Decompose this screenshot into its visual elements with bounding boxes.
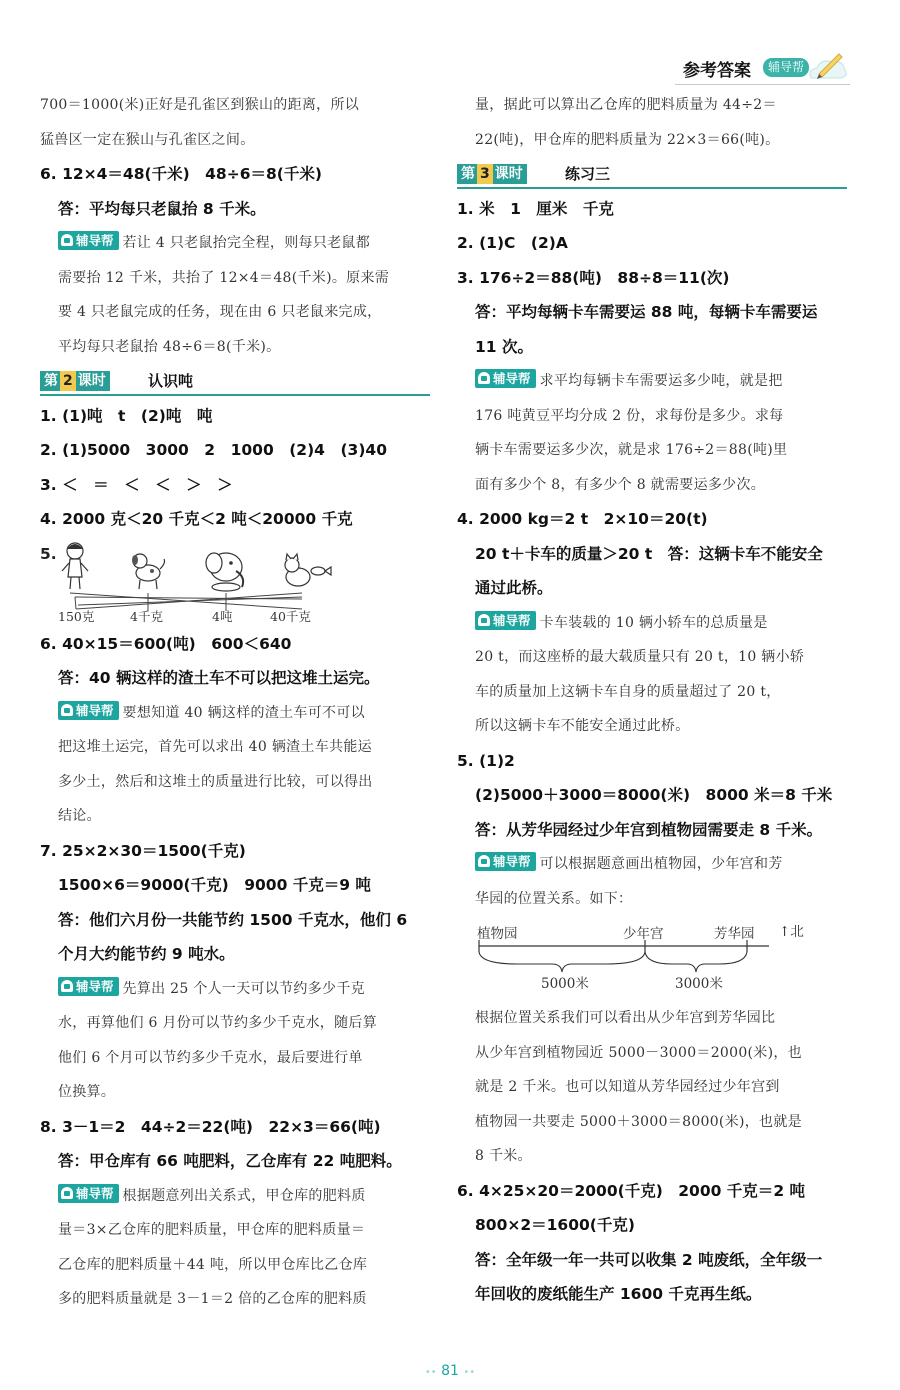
lesson-rule bbox=[40, 394, 430, 396]
help-tag: 辅导帮 bbox=[58, 231, 119, 250]
explanation-line: 辅导帮 根据题意列出关系式，甲仓库的肥料质 bbox=[40, 1179, 432, 1214]
matching-diagram bbox=[40, 537, 432, 627]
answer-line: 答：从芳华园经过少年宫到植物园需要走 8 千米。 bbox=[475, 820, 823, 839]
help-tag: 辅导帮 bbox=[58, 977, 119, 996]
book-icon bbox=[61, 234, 73, 246]
header-title: 参考答案 bbox=[683, 61, 751, 81]
help-tag: 辅导帮 bbox=[475, 852, 536, 871]
explanation-line: 176 吨黄豆平均分成 2 份，求每份是多少。求每 bbox=[475, 407, 784, 424]
lesson-heading bbox=[40, 364, 432, 399]
answer-line: 6. 40×15＝600(吨) 600＜640 bbox=[40, 634, 292, 653]
book-icon bbox=[478, 855, 490, 867]
help-tag: 辅导帮 bbox=[58, 701, 119, 720]
explanation-line: 辅导帮 若让 4 只老鼠抬完全程，则每只老鼠都 bbox=[40, 226, 432, 261]
north-marker: ↑北 bbox=[779, 924, 804, 940]
answer-line: 答：甲仓库有 66 吨肥料，乙仓库有 22 吨肥料。 bbox=[58, 1152, 402, 1170]
explanation-line: 就是 2 千米。也可以知道从芳华园经过少年宫到 bbox=[475, 1079, 780, 1095]
elephant-icon bbox=[206, 553, 243, 591]
explanation-line: 辅导帮 要想知道 40 辆这样的渣土车可不可以 bbox=[40, 696, 432, 731]
explanation-line: 面有多少个 8，有多少个 8 就需要运多少次。 bbox=[475, 476, 766, 493]
answer-line: 答：全年级一年一共可以收集 2 吨废纸，全年级一 bbox=[475, 1250, 823, 1269]
book-icon bbox=[478, 372, 490, 384]
answer-line: 6. 4×25×20＝2000(千克) 2000 千克＝2 吨 bbox=[457, 1181, 805, 1200]
left-column bbox=[40, 88, 432, 1317]
help-tag: 辅导帮 bbox=[58, 1184, 119, 1203]
weight-label: 4千克 bbox=[130, 608, 163, 624]
explanation-line: 22(吨)，甲仓库的肥料质量为 22×3＝66(吨)。 bbox=[475, 131, 780, 148]
lesson-title: 练习三 bbox=[565, 165, 611, 183]
explanation-line: 8 千米。 bbox=[475, 1148, 532, 1164]
page-header bbox=[0, 0, 900, 90]
lesson-badge: 第 2 课时 bbox=[40, 371, 110, 391]
distance-line bbox=[457, 916, 849, 1001]
explanation-line: 平均每只老鼠抬 48÷6＝8(千米)。 bbox=[58, 338, 281, 355]
answer-line: 年回收的废纸能生产 1600 千克再生纸。 bbox=[475, 1285, 762, 1303]
answer-line: 3. ＜ ＝ ＜ ＜ ＞ ＞ bbox=[40, 475, 233, 494]
explanation-line: 他们 6 个月可以节约多少千克水，最后要进行单 bbox=[58, 1049, 363, 1066]
answer-line: (2)5000＋3000＝8000(米) 8000 米＝8 千米 bbox=[475, 786, 833, 804]
book-icon bbox=[61, 980, 73, 992]
explanation-line: 华园的位置关系。如下： bbox=[475, 890, 633, 907]
weight-label: 150克 bbox=[58, 608, 95, 624]
explanation-line: 结论。 bbox=[58, 808, 101, 824]
pencil-cloud-icon bbox=[805, 48, 850, 82]
explanation-line: 20 t，而这座桥的最大载质量只有 20 t，10 辆小轿 bbox=[475, 649, 805, 665]
weight-label: 40千克 bbox=[270, 608, 311, 624]
lesson-rule bbox=[457, 187, 847, 189]
answer-line: 2. (1)C (2)A bbox=[457, 234, 568, 252]
place-label: 植物园 bbox=[477, 926, 518, 942]
answer-line: 8. 3－1＝2 44÷2＝22(吨) 22×3＝66(吨) bbox=[40, 1117, 381, 1136]
place-label: 芳华园 bbox=[714, 926, 755, 942]
explanation-line: 需要抬 12 千米，共抬了 12×4＝48(千米)。原来需 bbox=[58, 269, 390, 286]
answer-line: 个月大约能节约 9 吨水。 bbox=[58, 945, 235, 963]
answer-line: 3. 176÷2＝88(吨) 88÷8＝11(次) bbox=[457, 268, 730, 287]
answer-line: 4. 2000 克＜20 千克＜2 吨＜20000 千克 bbox=[40, 510, 353, 528]
answer-line: 1. (1)吨 t (2)吨 吨 bbox=[40, 406, 213, 425]
answer-line: 1500×6＝9000(千克) 9000 千克＝9 吨 bbox=[58, 876, 371, 894]
text-line: 猛兽区一定在猴山与孔雀区之间。 bbox=[40, 131, 255, 148]
book-icon bbox=[478, 614, 490, 626]
lesson-heading bbox=[457, 157, 849, 192]
explanation-line: 乙仓库的肥料质量＋44 吨，所以甲仓库比乙仓库 bbox=[58, 1256, 368, 1273]
explanation-line: 辅导帮 卡车装载的 10 辆小轿车的总质量是 bbox=[457, 606, 849, 641]
page-number: •• 81 •• bbox=[424, 1363, 476, 1379]
help-tag: 辅导帮 bbox=[475, 369, 536, 388]
explanation-line: 辅导帮 可以根据题意画出植物园，少年宫和芳 bbox=[457, 847, 849, 882]
answer-line: 答：平均每只老鼠抬 8 千米。 bbox=[58, 199, 266, 218]
answer-line: 4. 2000 kg＝2 t 2×10＝20(t) bbox=[457, 510, 708, 528]
right-column bbox=[457, 88, 849, 1312]
answer-line: 11 次。 bbox=[475, 337, 533, 356]
help-tag: 辅导帮 bbox=[475, 611, 536, 630]
answer-line: 答：他们六月份一共能节约 1500 千克水，他们 6 bbox=[58, 910, 408, 929]
distance-label: 3000米 bbox=[675, 976, 723, 992]
answer-line: 2. (1)5000 3000 2 1000 (2)4 (3)40 bbox=[40, 441, 387, 459]
explanation-line: 多的肥料质量就是 3－1＝2 倍的乙仓库的肥料质 bbox=[58, 1291, 367, 1307]
explanation-line: 辅导帮 先算出 25 个人一天可以节约多少千克 bbox=[40, 972, 432, 1007]
answer-line: 1. 米 1 厘米 千克 bbox=[457, 199, 614, 218]
lesson-badge: 第 3 课时 bbox=[457, 164, 527, 184]
header-rule bbox=[675, 84, 850, 85]
distance-label: 5000米 bbox=[541, 976, 589, 992]
book-icon bbox=[61, 1187, 73, 1199]
dog-icon bbox=[132, 554, 165, 589]
explanation-line: 位换算。 bbox=[58, 1084, 116, 1100]
answer-line: 800×2＝1600(千克) bbox=[475, 1216, 635, 1234]
explanation-line: 根据位置关系我们可以看出从少年宫到芳华园比 bbox=[475, 1010, 776, 1026]
explanation-line: 辅导帮 求平均每辆卡车需要运多少吨，就是把 bbox=[457, 364, 849, 399]
header-badge: 辅导帮 bbox=[763, 58, 809, 77]
answer-line: 答：平均每辆卡车需要运 88 吨，每辆卡车需要运 bbox=[475, 303, 818, 321]
answer-line: 通过此桥。 bbox=[475, 579, 553, 597]
explanation-line: 所以这辆卡车不能安全通过此桥。 bbox=[475, 718, 690, 734]
explanation-line: 多少土，然后和这堆土的质量进行比较，可以得出 bbox=[58, 773, 373, 790]
answer-line: 7. 25×2×30＝1500(千克) bbox=[40, 841, 246, 860]
answer-line: 5. (1)2 bbox=[457, 751, 515, 770]
girl-icon bbox=[62, 543, 88, 589]
explanation-line: 车的质量加上这辆卡车自身的质量超过了 20 t， bbox=[475, 683, 781, 700]
explanation-line: 要 4 只老鼠完成的任务，现在由 6 只老鼠来完成， bbox=[58, 304, 382, 320]
book-icon bbox=[61, 704, 73, 716]
lesson-title: 认识吨 bbox=[148, 372, 194, 390]
place-label: 少年宫 bbox=[623, 926, 664, 942]
explanation-line: 植物园一共要走 5000＋3000＝8000(米)，也就是 bbox=[475, 1113, 802, 1130]
explanation-line: 量＝3×乙仓库的肥料质量，甲仓库的肥料质量＝ bbox=[58, 1222, 366, 1238]
answer-line: 20 t＋卡车的质量＞20 t 答：这辆卡车不能安全 bbox=[475, 544, 823, 563]
explanation-line: 从少年宫到植物园近 5000－3000＝2000(米)，也 bbox=[475, 1044, 802, 1061]
matching-figure bbox=[40, 537, 432, 627]
explanation-line: 量，据此可以算出乙仓库的肥料质量为 44÷2＝ bbox=[475, 97, 777, 113]
cat-icon bbox=[285, 554, 331, 586]
answer-line: 6. 12×4＝48(千米) 48÷6＝8(千米) bbox=[40, 165, 322, 183]
explanation-line: 水，再算他们 6 月份可以节约多少千克水，随后算 bbox=[58, 1015, 378, 1031]
position-diagram bbox=[457, 916, 849, 1001]
weight-label: 4吨 bbox=[212, 608, 233, 624]
answer-line: 答：40 辆这样的渣土车不可以把这堆土运完。 bbox=[58, 669, 380, 687]
text-line: 700＝1000(米)正好是孔雀区到猴山的距离，所以 bbox=[40, 97, 360, 113]
explanation-line: 把这堆土运完，首先可以求出 40 辆渣土车共能运 bbox=[58, 739, 372, 755]
question-number: 5. bbox=[40, 544, 57, 563]
explanation-line: 辆卡车需要运多少次，就是求 176÷2＝88(吨)里 bbox=[475, 442, 788, 458]
